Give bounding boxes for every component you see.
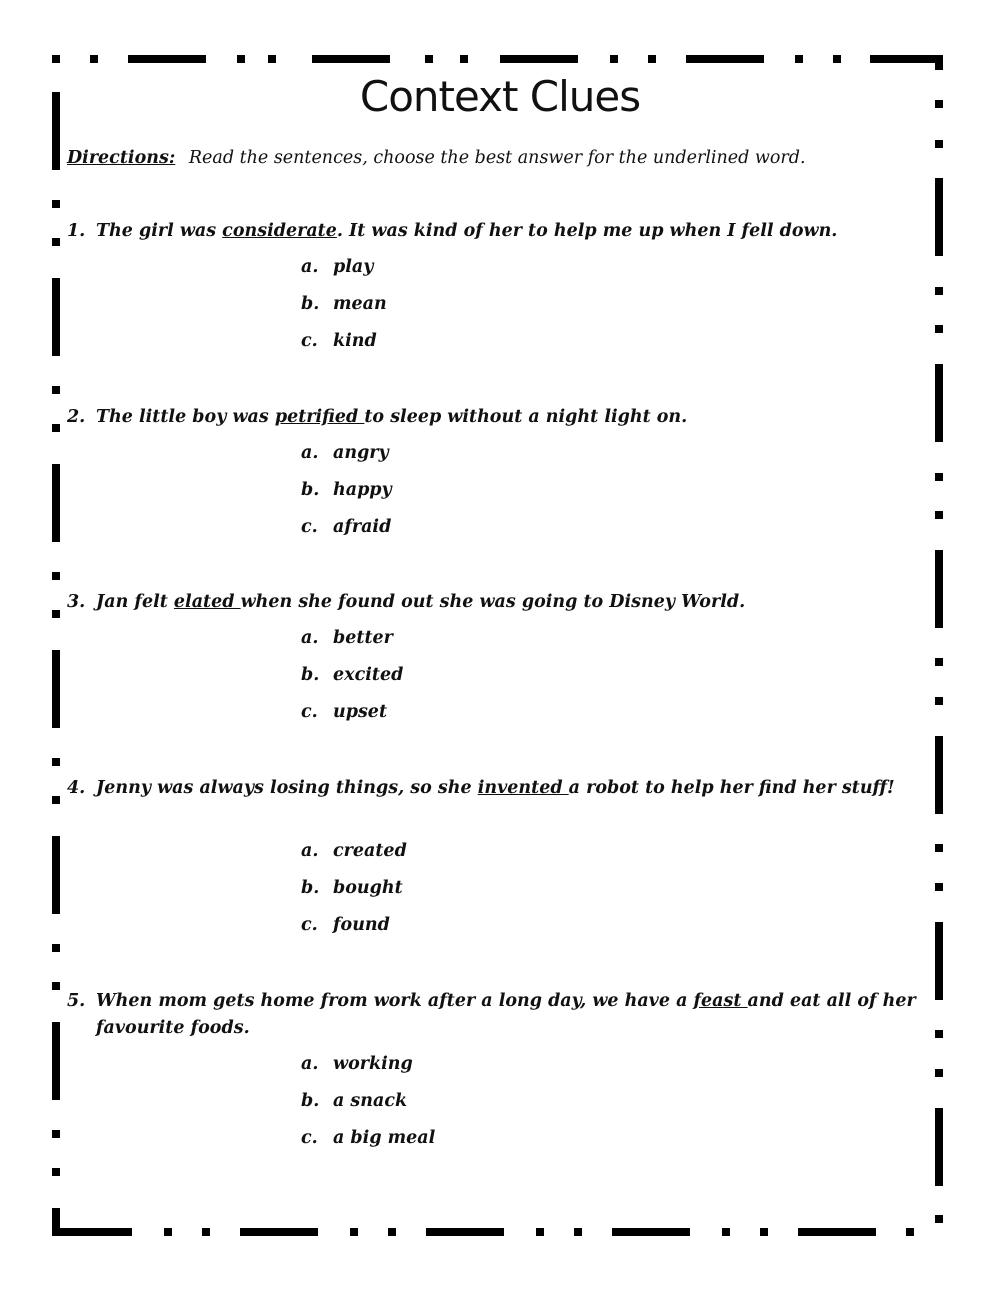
option-letter: b. bbox=[301, 1091, 320, 1111]
answer-option[interactable] bbox=[301, 915, 390, 935]
question-number: 1. bbox=[67, 221, 86, 241]
question-number: 3. bbox=[67, 592, 86, 612]
question-text-before: Jan felt bbox=[96, 592, 174, 612]
question-5 bbox=[67, 988, 937, 1042]
question-text bbox=[96, 218, 937, 245]
option-text: kind bbox=[333, 331, 377, 351]
option-text: afraid bbox=[333, 517, 392, 537]
question-text bbox=[96, 404, 937, 431]
option-letter: c. bbox=[301, 331, 318, 351]
directions-text: Read the sentences, choose the best answer for the underlined word. bbox=[188, 148, 806, 168]
option-text: found bbox=[333, 915, 390, 935]
answer-option[interactable] bbox=[301, 1054, 413, 1074]
option-letter: b. bbox=[301, 878, 320, 898]
question-text-before: When mom gets home from work after a long day, we have a bbox=[96, 991, 694, 1011]
answer-option[interactable] bbox=[301, 257, 373, 277]
option-text: excited bbox=[333, 665, 404, 685]
option-text: working bbox=[333, 1054, 413, 1074]
answer-option[interactable] bbox=[301, 443, 389, 463]
option-text: bought bbox=[333, 878, 403, 898]
question-text-before: The girl was bbox=[96, 221, 223, 241]
answer-option[interactable] bbox=[301, 665, 403, 685]
answer-option[interactable] bbox=[301, 1091, 407, 1111]
question-text-after: to sleep without a night light on. bbox=[364, 407, 688, 427]
answer-option[interactable] bbox=[301, 517, 391, 537]
question-text-after: . It was kind of her to help me up when I fell down. bbox=[336, 221, 838, 241]
option-text: happy bbox=[333, 480, 392, 500]
directions-label: Directions: bbox=[67, 148, 176, 168]
option-letter: a. bbox=[301, 628, 319, 648]
page-title: Context Clues bbox=[359, 72, 641, 121]
option-text: better bbox=[333, 628, 393, 648]
answer-option[interactable] bbox=[301, 628, 393, 648]
directions bbox=[67, 148, 806, 168]
underlined-word: elated bbox=[173, 592, 241, 612]
answer-option[interactable] bbox=[301, 331, 377, 351]
answer-option[interactable] bbox=[301, 841, 407, 861]
question-3 bbox=[67, 589, 937, 616]
option-text: angry bbox=[333, 443, 389, 463]
question-1 bbox=[67, 218, 937, 245]
question-text-before: The little boy was bbox=[96, 407, 275, 427]
option-text: upset bbox=[333, 702, 388, 722]
option-text: mean bbox=[333, 294, 387, 314]
question-text-after: when she found out she was going to Disney World. bbox=[240, 592, 746, 612]
question-2 bbox=[67, 404, 937, 431]
underlined-word: petrified bbox=[274, 407, 365, 427]
option-text: a snack bbox=[333, 1091, 408, 1111]
answer-option[interactable] bbox=[301, 480, 392, 500]
question-text bbox=[96, 775, 937, 802]
option-letter: a. bbox=[301, 1054, 319, 1074]
underlined-word: feast bbox=[693, 991, 748, 1011]
option-letter: a. bbox=[301, 443, 319, 463]
option-letter: c. bbox=[301, 915, 318, 935]
option-letter: c. bbox=[301, 517, 318, 537]
option-text: created bbox=[333, 841, 407, 861]
option-letter: b. bbox=[301, 480, 320, 500]
option-letter: b. bbox=[301, 665, 320, 685]
question-4 bbox=[67, 775, 937, 802]
option-letter: a. bbox=[301, 841, 319, 861]
answer-option[interactable] bbox=[301, 878, 403, 898]
question-number: 5. bbox=[67, 991, 86, 1011]
answer-option[interactable] bbox=[301, 702, 387, 722]
question-text bbox=[96, 589, 937, 616]
question-text-after: a robot to help her find her stuff! bbox=[568, 778, 895, 798]
option-letter: a. bbox=[301, 257, 319, 277]
option-letter: c. bbox=[301, 702, 318, 722]
question-text-before: Jenny was always losing things, so she bbox=[96, 778, 478, 798]
option-text: a big meal bbox=[333, 1128, 436, 1148]
answer-option[interactable] bbox=[301, 1128, 435, 1148]
answer-option[interactable] bbox=[301, 294, 387, 314]
underlined-word: considerate bbox=[222, 221, 337, 241]
option-letter: c. bbox=[301, 1128, 318, 1148]
question-number: 2. bbox=[67, 407, 86, 427]
option-text: play bbox=[333, 257, 374, 277]
underlined-word: invented bbox=[477, 778, 569, 798]
question-number: 4. bbox=[67, 778, 86, 798]
option-letter: b. bbox=[301, 294, 320, 314]
question-text-after: and eat all of her favourite foods. bbox=[96, 991, 916, 1038]
question-text bbox=[96, 988, 937, 1042]
